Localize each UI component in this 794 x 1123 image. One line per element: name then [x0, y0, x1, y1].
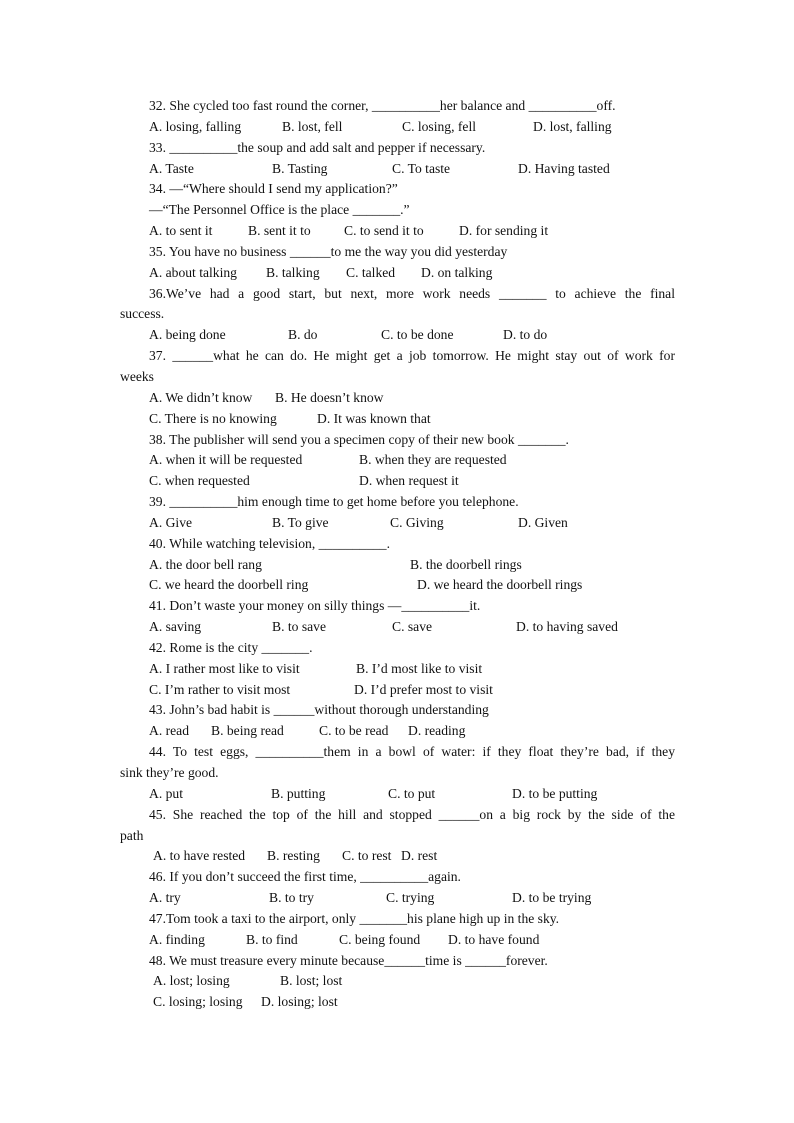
option-b: B. Tasting: [272, 160, 328, 176]
option-b: B. sent it to: [248, 223, 311, 239]
option-a: A. put: [149, 785, 183, 801]
option-b: B. do: [288, 327, 318, 343]
option-c: C. to rest: [342, 848, 392, 864]
option-a: A. when it will be requested: [149, 452, 303, 468]
option-d: D. we heard the doorbell rings: [417, 577, 583, 593]
option-d: D. losing; lost: [261, 994, 338, 1010]
question-list: [120, 96, 675, 1013]
question-33-options: [120, 159, 675, 180]
question-39-stem: 39. __________him enough time to get home before you telephone.: [149, 494, 519, 510]
option-d: D. on talking: [421, 264, 493, 280]
option-d: D. to have found: [448, 931, 540, 947]
option-c: C. losing, fell: [402, 118, 477, 134]
question-37-options-cd: [120, 409, 675, 430]
option-a: A. losing, falling: [149, 118, 242, 134]
option-d: D. It was known that: [317, 410, 431, 426]
question-46-stem: 46. If you don’t succeed the first time, __________again.: [149, 869, 461, 885]
option-d: D. to having saved: [516, 619, 618, 635]
option-c: C. to send it to: [344, 223, 424, 239]
option-c: C. being found: [339, 931, 421, 947]
option-b: B. talking: [266, 264, 320, 280]
option-c: C. I’m rather to visit most: [149, 681, 291, 697]
question-37-stem: 37. ______what he can do. He might get a job tomorrow. He might stay out of work for: [149, 348, 675, 364]
question-46-options: [120, 888, 675, 909]
question-43-options: [120, 721, 675, 742]
question-47-options: [120, 930, 675, 951]
option-b: B. I’d most like to visit: [356, 660, 483, 676]
question-44-options: [120, 784, 675, 805]
question-36-stem: 36.We’ve had a good start, but next, more work needs _______ to achieve the final: [149, 285, 675, 301]
question-35-options: [120, 263, 675, 284]
question-48-stem: 48. We must treasure every minute because______time is ______forever.: [149, 952, 548, 968]
option-c: C. to be done: [381, 327, 454, 343]
question-40-stem: 40. While watching television, __________.: [149, 535, 391, 551]
question-32-options: [120, 117, 675, 138]
question-34-options: [120, 221, 675, 242]
option-a: A. I rather most like to visit: [149, 660, 300, 676]
option-d: D. Given: [518, 514, 568, 530]
question-42-stem: 42. Rome is the city _______.: [149, 639, 313, 655]
option-b: B. lost, fell: [282, 118, 343, 134]
question-43-stem: 43. John’s bad habit is ______without thorough understanding: [149, 702, 489, 718]
question-40-options-ab: [120, 555, 675, 576]
option-d: D. reading: [408, 723, 466, 739]
option-a: A. being done: [149, 327, 226, 343]
option-d: D. I’d prefer most to visit: [354, 681, 493, 697]
question-38-options-cd: [120, 471, 675, 492]
option-b: B. when they are requested: [359, 452, 507, 468]
option-a: A. to sent it: [149, 223, 213, 239]
question-41-options: [120, 617, 675, 638]
option-b: B. to save: [272, 619, 326, 635]
option-a: A. read: [149, 723, 190, 739]
option-a: A. saving: [149, 619, 202, 635]
option-b: B. He doesn’t know: [275, 389, 384, 405]
option-c: C. To taste: [392, 160, 451, 176]
option-a: A. the door bell rang: [149, 556, 262, 572]
question-48-options-cd: [120, 992, 675, 1013]
question-32-stem: 32. She cycled too fast round the corner, __________her balance and __________off.: [149, 98, 616, 113]
option-a: A. Taste: [149, 160, 194, 176]
option-c: C. trying: [386, 890, 435, 906]
option-a: A. try: [149, 890, 181, 906]
option-b: B. resting: [267, 848, 320, 864]
question-35-stem: 35. You have no business ______to me the way you did yesterday: [149, 243, 508, 259]
option-a: A. Give: [149, 514, 193, 530]
question-44-stem: 44. To test eggs, __________them in a bowl of water: if they float they’re bad, if they: [149, 744, 675, 760]
question-37-stem-cont: weeks: [120, 368, 154, 384]
option-a: A. lost; losing: [153, 973, 230, 989]
option-d: D. to be trying: [512, 890, 592, 906]
question-44-stem-cont: sink they’re good.: [120, 765, 219, 780]
question-38-stem: 38. The publisher will send you a specimen copy of their new book _______.: [149, 431, 569, 447]
option-c: C. to put: [388, 785, 436, 801]
question-45-stem: 45. She reached the top of the hill and stopped ______on a big rock by the side of the: [149, 806, 675, 822]
question-45-stem-cont: path: [120, 827, 144, 843]
question-37-options-ab: [120, 388, 675, 409]
option-c: C. when requested: [149, 473, 250, 489]
option-c: C. Giving: [390, 514, 444, 530]
option-d: D. Having tasted: [518, 160, 610, 176]
question-45-options: [120, 846, 675, 867]
option-c: C. save: [392, 619, 433, 635]
option-d: D. rest: [401, 848, 438, 864]
option-a: A. about talking: [149, 264, 237, 280]
option-b: B. lost; lost: [280, 973, 343, 989]
question-36-stem-cont: success.: [120, 306, 165, 322]
option-b: B. to try: [269, 890, 314, 906]
question-33-stem: 33. __________the soup and add salt and pepper if necessary.: [149, 139, 486, 155]
option-d: D. lost, falling: [533, 118, 612, 134]
question-41-stem: 41. Don’t waste your money on silly things —__________it.: [149, 598, 481, 614]
option-a: A. We didn’t know: [149, 389, 253, 405]
question-42-options-ab: [120, 659, 675, 680]
question-34-stem: 34. —“Where should I send my application?”: [149, 181, 398, 197]
question-36-options: [120, 325, 675, 346]
option-a: A. to have rested: [153, 848, 246, 864]
option-c: C. we heard the doorbell ring: [149, 577, 309, 593]
question-40-options-cd: [120, 575, 675, 596]
question-38-options-ab: [120, 450, 675, 471]
option-d: D. to be putting: [512, 785, 598, 801]
option-a: A. finding: [149, 931, 205, 947]
option-d: D. for sending it: [459, 223, 549, 239]
question-39-options: [120, 513, 675, 534]
option-c: C. There is no knowing: [149, 410, 277, 426]
question-42-options-cd: [120, 680, 675, 701]
question-34-stem-reply: —“The Personnel Office is the place _______.”: [149, 202, 410, 218]
option-b: B. the doorbell rings: [410, 556, 522, 572]
option-c: C. losing; losing: [153, 994, 243, 1010]
question-48-options-ab: [120, 971, 675, 992]
option-b: B. to find: [246, 931, 298, 947]
option-b: B. putting: [271, 785, 326, 801]
question-47-stem: 47.Tom took a taxi to the airport, only _______his plane high up in the sky.: [149, 910, 560, 926]
option-d: D. when request it: [359, 473, 459, 489]
option-d: D. to do: [503, 327, 548, 343]
option-c: C. talked: [346, 264, 396, 280]
option-c: C. to be read: [319, 723, 389, 739]
option-b: B. being read: [211, 723, 284, 739]
option-b: B. To give: [272, 514, 329, 530]
